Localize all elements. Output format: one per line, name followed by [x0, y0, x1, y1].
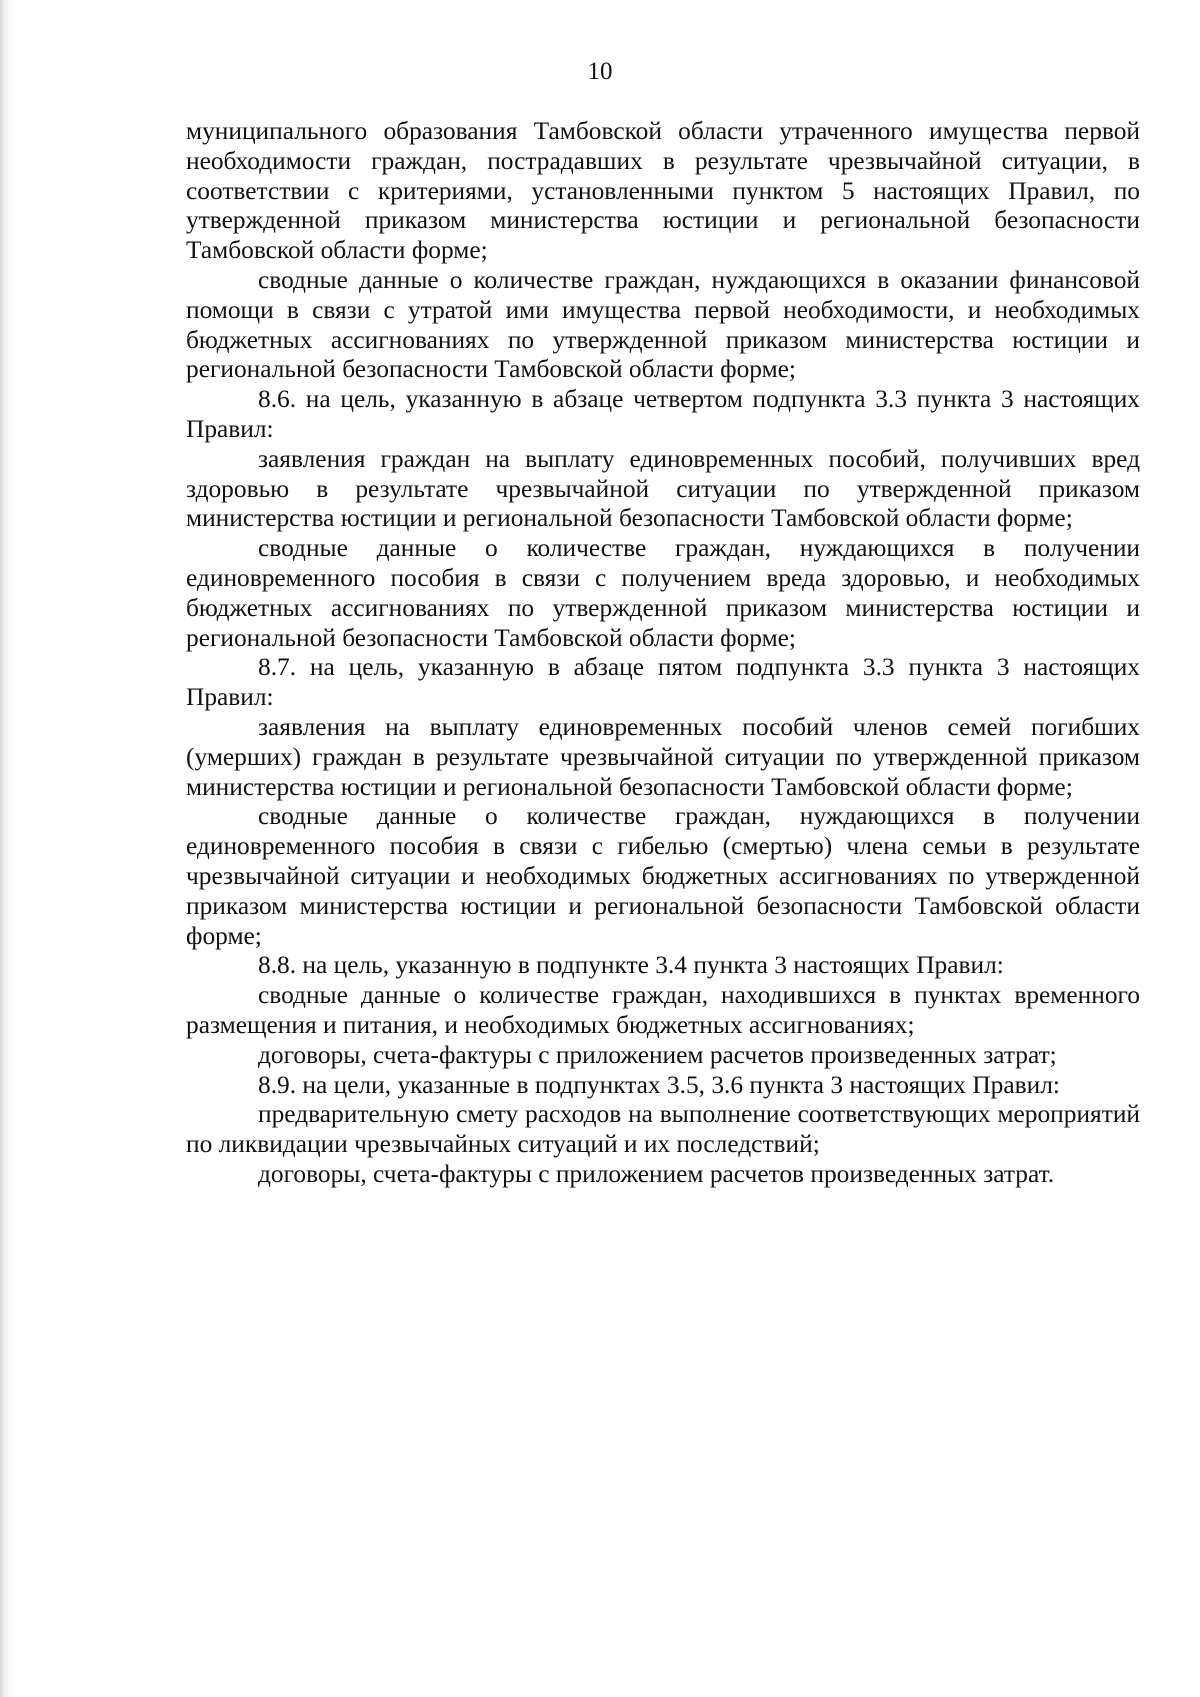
paragraph: договоры, счета-фактуры с приложением расчетов произведенных затрат; — [258, 1040, 1057, 1069]
paragraph: заявления граждан на выплату единовременных пособий, получивших вред здоровью в результате чрезвычайной ситуации по утвержденной приказом министерства юстиции и региональной безопасности Тамбовской области форме; — [186, 444, 1140, 533]
paragraph-clause-8-9: 8.9. на цели, указанные в подпунктах 3.5, 3.6 пункта 3 настоящих Правил: — [258, 1070, 1060, 1099]
paragraph: сводные данные о количестве граждан, находившихся в пунктах временного размещения и питания, и необходимых бюджетных ассигнованиях; — [186, 981, 1140, 1039]
document-body — [186, 117, 1140, 1190]
paragraph: договоры, счета-фактуры с приложением расчетов произведенных затрат. — [258, 1159, 1055, 1188]
paragraph: сводные данные о количестве граждан, нуждающихся в оказании финансовой помощи в связи с утратой ими имущества первой необходимости, и необходимых бюджетных ассигнованиях по утвержденной приказом министерства юстиции и региональной безопасности Тамбовской области форме; — [186, 265, 1140, 384]
paragraph: предварительную смету расходов на выполнение соответствующих мероприятий по ликвидации чрезвычайных ситуаций и их последствий; — [186, 1100, 1140, 1159]
paragraph: заявления на выплату единовременных пособий членов семей погибших (умерших) граждан в результате чрезвычайной ситуации по утвержденной приказом министерства юстиции и региональной безопасности Тамбовской области форме; — [186, 712, 1140, 801]
scan-edge-shadow — [0, 0, 14, 1697]
paragraph-clause-8-7: 8.7. на цель, указанную в абзаце пятом подпункта 3.3 пункта 3 настоящих Правил: — [186, 653, 1140, 712]
page-number: 10 — [587, 58, 613, 85]
paragraph: сводные данные о количестве граждан, нуждающихся в получении единовременного пособия в связи с получением вреда здоровью, и необходимых бюджетных ассигнованиях по утвержденной приказом министерства юстиции и региональной безопасности Тамбовской области форме; — [186, 534, 1140, 652]
paragraph: сводные данные о количестве граждан, нуждающихся в получении единовременного пособия в связи с гибелью (смертью) члена семьи в результате чрезвычайной ситуации и необходимых бюджетных ассигнованиях по утвержденной приказом министерства юстиции и региональной безопасности Тамбовской области форме; — [186, 802, 1140, 950]
paragraph-clause-8-6: 8.6. на цель, указанную в абзаце четвертом подпункта 3.3 пункта 3 настоящих Правил: — [186, 385, 1140, 443]
paragraph-clause-8-8: 8.8. на цель, указанную в подпункте 3.4 пункта 3 настоящих Правил: — [258, 951, 1004, 980]
paragraph-continuation: муниципального образования Тамбовской области утраченного имущества первой необходимости граждан, пострадавших в результате чрезвычайной ситуации, в соответствии с критериями, установленными пунктом 5 настоящих Правил, по утвержденной приказом министерства юстиции и региональной безопасности Тамбовской области форме; — [186, 117, 1140, 265]
